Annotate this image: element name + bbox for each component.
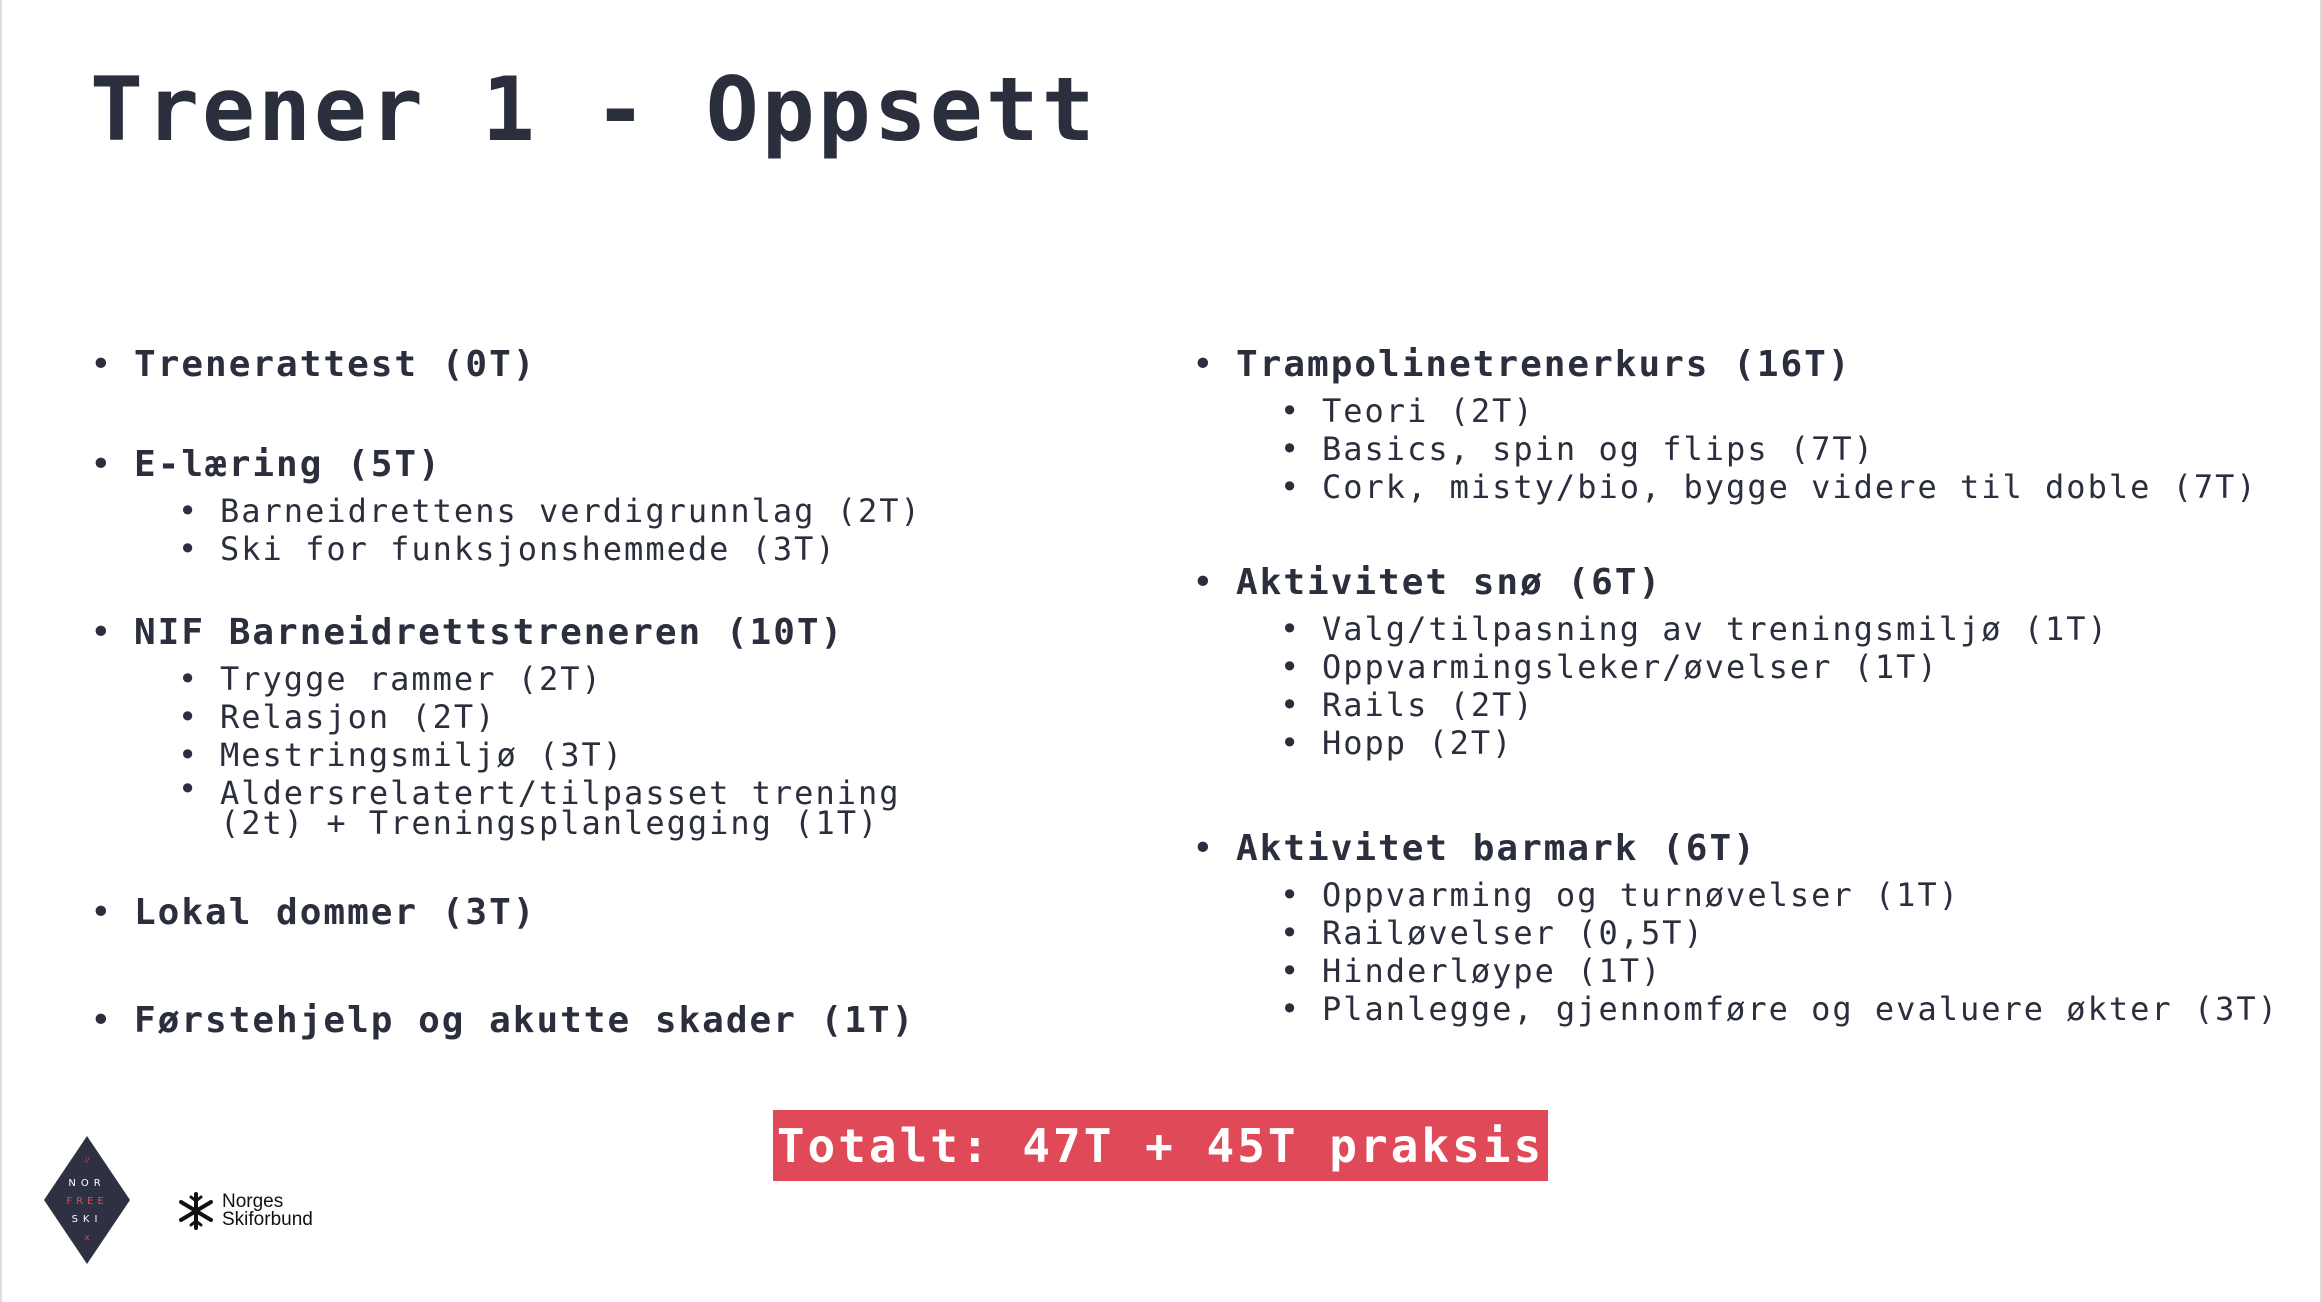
section-forstehjelp xyxy=(90,994,1150,1048)
svg-text:SKI: SKI xyxy=(71,1214,103,1225)
nsf-line-1: Norges xyxy=(222,1191,284,1212)
sub-list xyxy=(90,660,1150,842)
right-column xyxy=(1192,338,2292,1028)
sub-list xyxy=(1192,610,2292,762)
svg-text://: // xyxy=(84,1156,90,1164)
section-aktivitet-barmark xyxy=(1192,822,2292,1028)
list-item: • Hinderløype (1T) xyxy=(1322,952,2292,990)
list-item: • Planlegge, gjennomføre og evaluere økter (3T) xyxy=(1322,990,2292,1028)
snowflake-icon xyxy=(176,1191,216,1231)
section-heading: • Aktivitet snø (6T) xyxy=(1192,556,2292,610)
list-item: • Hopp (2T) xyxy=(1322,724,2292,762)
list-item: • Valg/tilpasning av treningsmiljø (1T) xyxy=(1322,610,2292,648)
list-item: • Aldersrelatert/tilpasset trening (2t) + Treningsplanlegging (1T) xyxy=(220,774,1000,842)
section-heading: • Aktivitet barmark (6T) xyxy=(1192,822,2292,876)
list-item: • Relasjon (2T) xyxy=(220,698,1150,736)
list-item: • Rails (2T) xyxy=(1322,686,2292,724)
norges-skiforbund-logo xyxy=(176,1186,313,1236)
slide-border-left xyxy=(0,0,2,1302)
sub-list xyxy=(1192,876,2292,1028)
list-item: • Oppvarming og turnøvelser (1T) xyxy=(1322,876,2292,914)
section-nif-barneidrettstreneren xyxy=(90,606,1150,842)
sub-list xyxy=(1192,392,2292,506)
list-item: • Trygge rammer (2T) xyxy=(220,660,1150,698)
section-heading: • Førstehjelp og akutte skader (1T) xyxy=(90,994,1150,1048)
section-heading: • Lokal dommer (3T) xyxy=(90,886,1150,940)
list-item: • Basics, spin og flips (7T) xyxy=(1322,430,2292,468)
section-lokal-dommer xyxy=(90,886,1150,940)
list-item: • Mestringsmiljø (3T) xyxy=(220,736,1150,774)
section-heading: • Trenerattest (0T) xyxy=(90,338,1150,392)
section-e-laering xyxy=(90,438,1150,568)
svg-text:NOR: NOR xyxy=(68,1178,106,1189)
norfreeski-logo xyxy=(44,1136,130,1264)
list-item: • Ski for funksjonshemmede (3T) xyxy=(220,530,1150,568)
list-item: • Barneidrettens verdigrunnlag (2T) xyxy=(220,492,1150,530)
list-item: • Railøvelser (0,5T) xyxy=(1322,914,2292,952)
section-heading: • E-læring (5T) xyxy=(90,438,1150,492)
nsf-wordmark xyxy=(222,1193,313,1229)
section-heading: • Trampolinetrenerkurs (16T) xyxy=(1192,338,2292,392)
sub-list xyxy=(90,492,1150,568)
list-item: • Oppvarmingsleker/øvelser (1T) xyxy=(1322,648,2292,686)
section-heading: • NIF Barneidrettstreneren (10T) xyxy=(90,606,1150,660)
svg-text:FREE: FREE xyxy=(66,1196,108,1207)
section-trenerattest xyxy=(90,338,1150,392)
svg-text:x: x xyxy=(84,1233,90,1242)
list-item: • Cork, misty/bio, bygge videre til doble (7T) xyxy=(1322,468,2292,506)
nsf-line-2: Skiforbund xyxy=(222,1209,313,1230)
section-aktivitet-sno xyxy=(1192,556,2292,762)
left-column xyxy=(90,338,1150,1048)
total-banner: Totalt: 47T + 45T praksis xyxy=(773,1110,1548,1181)
section-trampolinetrenerkurs xyxy=(1192,338,2292,506)
list-item: • Teori (2T) xyxy=(1322,392,2292,430)
slide-title: Trener 1 - Oppsett xyxy=(90,58,1098,161)
